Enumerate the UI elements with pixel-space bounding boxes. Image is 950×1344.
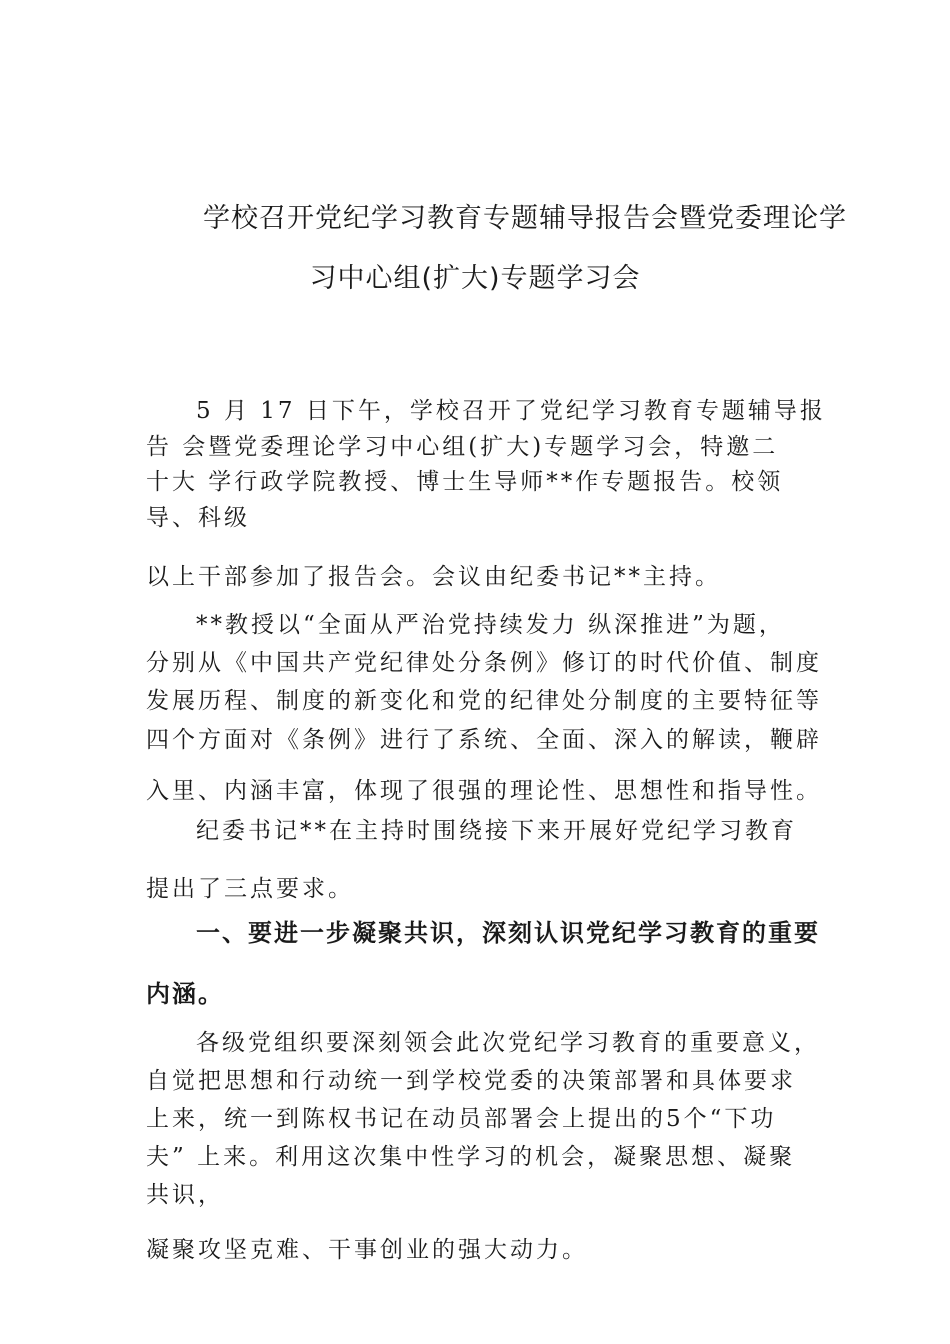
body-line: 共识， xyxy=(146,1182,224,1208)
section-heading-1-cont: 内涵。 xyxy=(146,980,224,1008)
body-line: 导、科级 xyxy=(146,505,250,531)
body-line: 分别从《中国共产党纪律处分条例》修订的时代价值、制度 xyxy=(146,650,822,676)
section-heading-1: 一、要进一步凝聚共识，深刻认识党纪学习教育的重要 xyxy=(196,919,820,947)
body-line: 5 月 17 日下午，学校召开了党纪学习教育专题辅导报 xyxy=(196,398,826,424)
body-line: 以上干部参加了报告会。会议由纪委书记**主持。 xyxy=(146,564,721,590)
body-line: 上来，统一到陈权书记在动员部署会上提出的5个“下功 xyxy=(146,1106,777,1132)
body-line: 发展历程、制度的新变化和党的纪律处分制度的主要特征等 xyxy=(146,688,822,714)
body-line: 凝聚攻坚克难、干事创业的强大动力。 xyxy=(146,1237,588,1263)
body-line: 提出了三点要求。 xyxy=(146,876,354,902)
title-line-1: 学校召开党纪学习教育专题辅导报告会暨党委理论学 xyxy=(203,203,847,234)
title-line-2: 习中心组(扩大)专题学习会 xyxy=(309,263,641,294)
body-line: 四个方面对《条例》进行了系统、全面、深入的解读，鞭辟 xyxy=(146,727,822,753)
body-line: 夫” 上来。利用这次集中性学习的机会，凝聚思想、凝聚 xyxy=(146,1144,796,1170)
body-line: 十大 学行政学院教授、博士生导师**作专题报告。校领 xyxy=(146,469,784,495)
body-line: 告 会暨党委理论学习中心组(扩大)专题学习会，特邀二 xyxy=(146,434,779,460)
body-line: 自觉把思想和行动统一到学校党委的决策部署和具体要求 xyxy=(146,1068,796,1094)
body-line: **教授以“全面从严治党持续发力 纵深推进”为题， xyxy=(196,612,785,638)
body-line: 纪委书记**在主持时围绕接下来开展好党纪学习教育 xyxy=(196,818,797,844)
body-line: 入里、内涵丰富，体现了很强的理论性、思想性和指导性。 xyxy=(146,778,822,804)
body-line: 各级党组织要深刻领会此次党纪学习教育的重要意义， xyxy=(196,1030,820,1056)
